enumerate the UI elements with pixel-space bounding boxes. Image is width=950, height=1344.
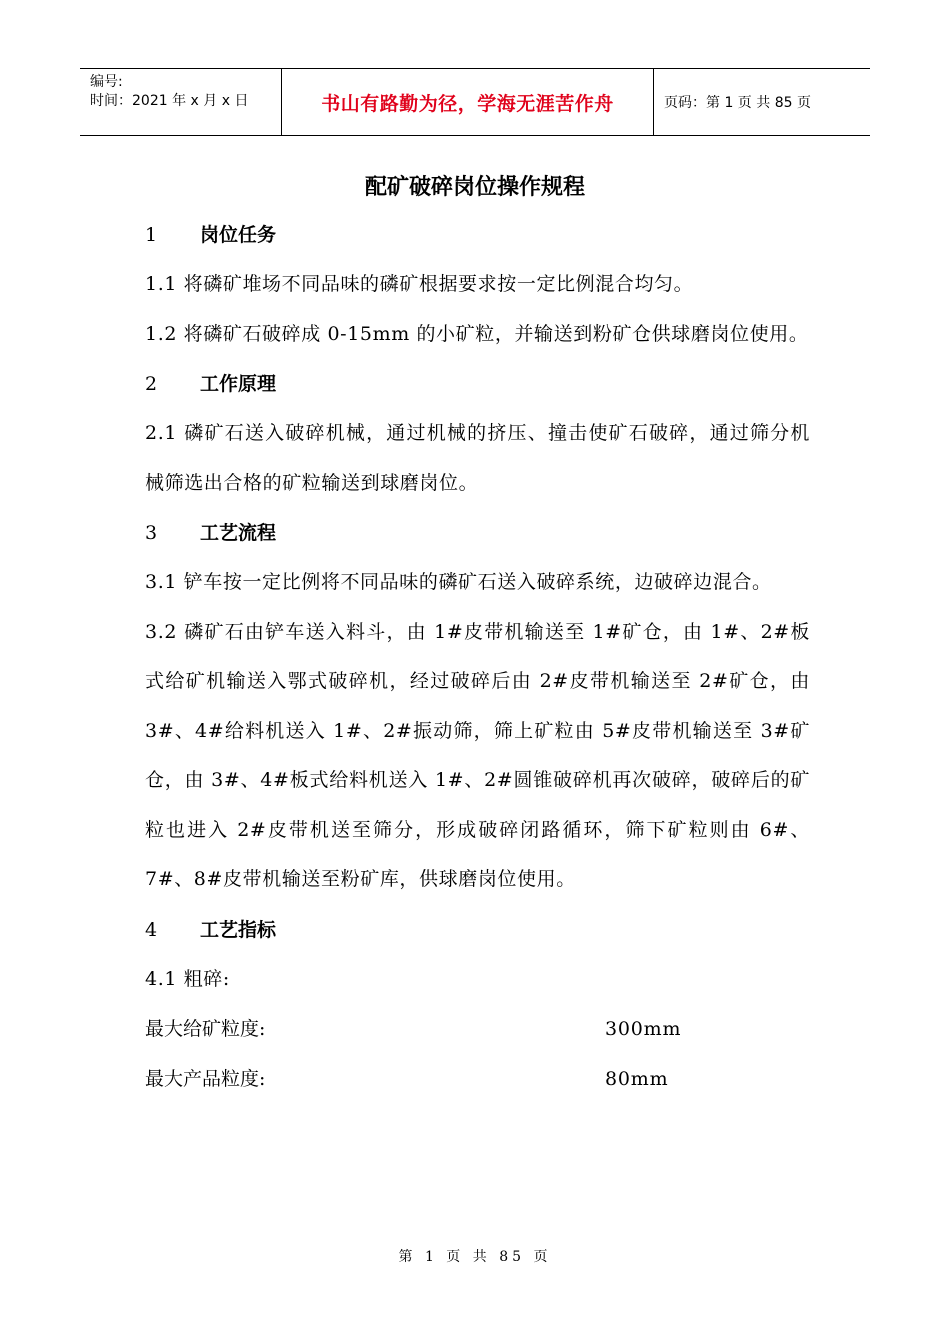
- section-title: 工作原理: [200, 373, 277, 395]
- indicator-row: [145, 1004, 810, 1054]
- section-title: 岗位任务: [200, 224, 277, 246]
- page-footer: 第 1 页 共 85 页: [398, 1249, 552, 1265]
- document-body: [145, 210, 810, 1104]
- indicator-value: 80mm: [605, 1068, 669, 1090]
- section-number: 3: [145, 522, 158, 544]
- header-motto: 书山有路勤为径，学海无涯苦作舟: [321, 92, 614, 115]
- document-time-label: 时间：2021 年 x 月 x 日: [90, 93, 249, 109]
- section-title: 工艺指标: [200, 918, 277, 941]
- paragraph: 2.1 磷矿石送入破碎机械，通过机械的挤压、撞击使矿石破碎，通过筛分机械筛选出合格的矿粒输送到球磨岗位。: [145, 422, 810, 494]
- paragraph: 4.1 粗碎:: [145, 967, 230, 990]
- indicator-label: 最大产品粒度:: [145, 1068, 266, 1090]
- document-title: 配矿破碎岗位操作规程: [364, 175, 585, 200]
- section-number: 4: [145, 918, 158, 941]
- indicator-value: 300mm: [605, 1018, 682, 1040]
- indicator-row: [145, 1054, 810, 1104]
- paragraph: 3.1 铲车按一定比例将不同品味的磷矿石送入破碎系统，边破碎边混合。: [145, 571, 772, 593]
- header-table: [80, 68, 870, 136]
- header-meta-cell: [80, 69, 282, 135]
- section-title: 工艺流程: [200, 522, 277, 544]
- document-number-label: 编号:: [90, 74, 123, 90]
- section-heading: [145, 210, 810, 260]
- section-heading: [145, 905, 810, 955]
- paragraph: 1.1 将磷矿堆场不同品味的磷矿根据要求按一定比例混合均匀。: [145, 273, 694, 295]
- paragraph: 3.2 磷矿石由铲车送入料斗，由 1#皮带机输送至 1#矿仓，由 1#、2#板式给矿机输送入鄂式破碎机，经过破碎后由 2#皮带机输送至 2#矿仓，由 3#、4#给料机送入 1#、2#振动筛，筛上矿粒由 5#皮带机输送至 3#矿仓，由 3#、4#板式给料机送入 1#、2#圆锥破碎机再次破碎，破碎后的矿粒也进入 2#皮带机送至筛分，形成破碎闭路循环，筛下矿粒则由 6#、7#、8#皮带机输送至粉矿库，供球磨岗位使用。: [145, 620, 810, 890]
- header-page-info: 页码：第 1 页 共 85 页: [664, 95, 811, 111]
- section-number: 1: [145, 224, 158, 246]
- header-page-cell: [654, 69, 870, 135]
- header-motto-cell: [282, 69, 654, 135]
- paragraph: 1.2 将磷矿石破碎成 0-15mm 的小矿粒，并输送到粉矿仓供球磨岗位使用。: [145, 322, 809, 345]
- section-heading: [145, 359, 810, 409]
- section-heading: [145, 508, 810, 558]
- indicator-label: 最大给矿粒度:: [145, 1018, 266, 1040]
- section-number: 2: [145, 373, 158, 395]
